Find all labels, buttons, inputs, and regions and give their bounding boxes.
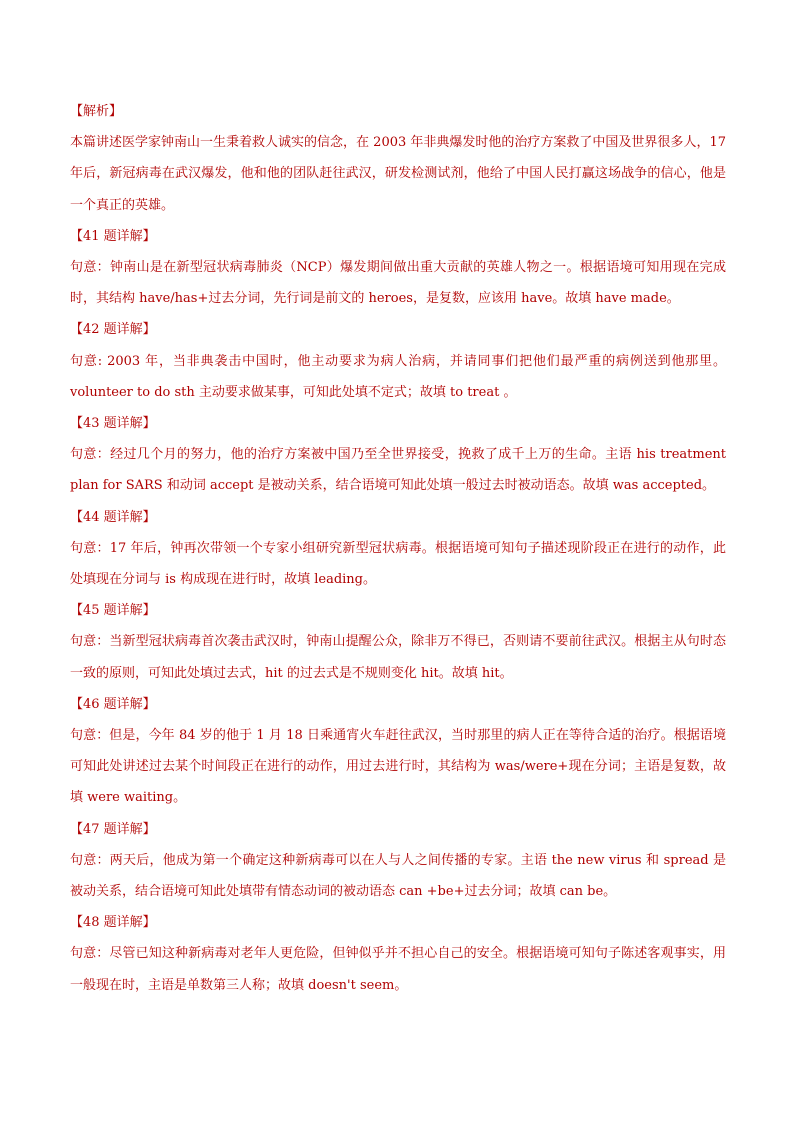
section-heading-analysis: 【解析】	[70, 104, 123, 119]
section-q44	[70, 502, 726, 596]
section-q43	[70, 408, 726, 502]
section-heading-q47: 【47 题详解】	[70, 821, 156, 837]
section-text-q45: 句意：当新型冠状病毒首次袭击武汉时，钟南山提醒公众，除非万不得已，否则请不要前往武汉。根据主从句时态一致的原则，可知此处填过去式，hit 的过去式是不规则变化 hit。故填 hit。	[70, 634, 726, 681]
section-q42	[70, 314, 726, 408]
section-heading-q43: 【43 题详解】	[70, 416, 156, 432]
section-text-q44: 句意：17 年后，钟再次带领一个专家小组研究新型冠状病毒。根据语境可知句子描述现阶段正在进行的动作，此处填现在分词与 is 构成现在进行时，故填 leading。	[70, 540, 726, 588]
section-text-q46: 句意：但是，今年 84 岁的他于 1 月 18 日乘通宵火车赶往武汉，当时那里的病人正在等待合适的治疗。根据语境可知此处讲述过去某个时间段正在进行的动作，用过去进行时，其结构为 was/were+现在分词；主语是复数，故填 were waiting。	[70, 728, 726, 806]
section-analysis	[70, 96, 726, 221]
section-heading-q42: 【42 题详解】	[70, 322, 156, 338]
section-heading-q46: 【46 题详解】	[70, 696, 156, 712]
section-heading-q44: 【44 题详解】	[70, 509, 156, 525]
section-q45	[70, 595, 726, 689]
section-q47	[70, 814, 726, 908]
section-q48	[70, 907, 726, 1001]
section-text-q47: 句意：两天后，他成为第一个确定这种新病毒可以在人与人之间传播的专家。主语 the new virus 和 spread 是被动关系，结合语境可知此处填带有情态动词的被动语态 can +be+过去分词；故填 can be。	[70, 852, 726, 900]
section-text-analysis: 本篇讲述医学家钟南山一生秉着救人诚实的信念，在 2003 年非典爆发时他的治疗方案救了中国及世界很多人，17 年后，新冠病毒在武汉爆发，他和他的团队赶往武汉，研发检测试剂，他给了中国人民打赢这场战争的信心，他是一个真正的英雄。	[70, 135, 726, 213]
section-q46	[70, 689, 726, 814]
section-text-q41: 句意：钟南山是在新型冠状病毒肺炎（NCP）爆发期间做出重大贡献的英雄人物之一。根据语境可知用现在完成时，其结构 have/has+过去分词，先行词是前文的 heroes，是复数，应该用 have。故填 have made。	[70, 260, 726, 307]
section-heading-q41: 【41 题详解】	[70, 228, 156, 244]
section-text-q43: 句意：经过几个月的努力，他的治疗方案被中国乃至全世界接受，挽救了成千上万的生命。主语 his treatment plan for SARS 和动词 accept 是被动关系，结合语境可知此处填一般过去时被动语态。故填 was accepted。	[70, 447, 726, 494]
section-text-q42: 句意: 2003 年，当非典袭击中国时，他主动要求为病人治病，并请同事们把他们最严重的病例送到他那里。volunteer to do sth 主动要求做某事，可知此处填不定式；故填 to treat 。	[70, 353, 726, 400]
section-text-q48: 句意：尽管已知这种新病毒对老年人更危险，但钟似乎并不担心自己的安全。根据语境可知句子陈述客观事实，用一般现在时，主语是单数第三人称；故填 doesn't seem。	[70, 946, 726, 993]
answer-explanation-page	[70, 96, 726, 1001]
section-heading-q48: 【48 题详解】	[70, 915, 156, 931]
section-heading-q45: 【45 题详解】	[70, 603, 156, 619]
section-q41	[70, 221, 726, 315]
